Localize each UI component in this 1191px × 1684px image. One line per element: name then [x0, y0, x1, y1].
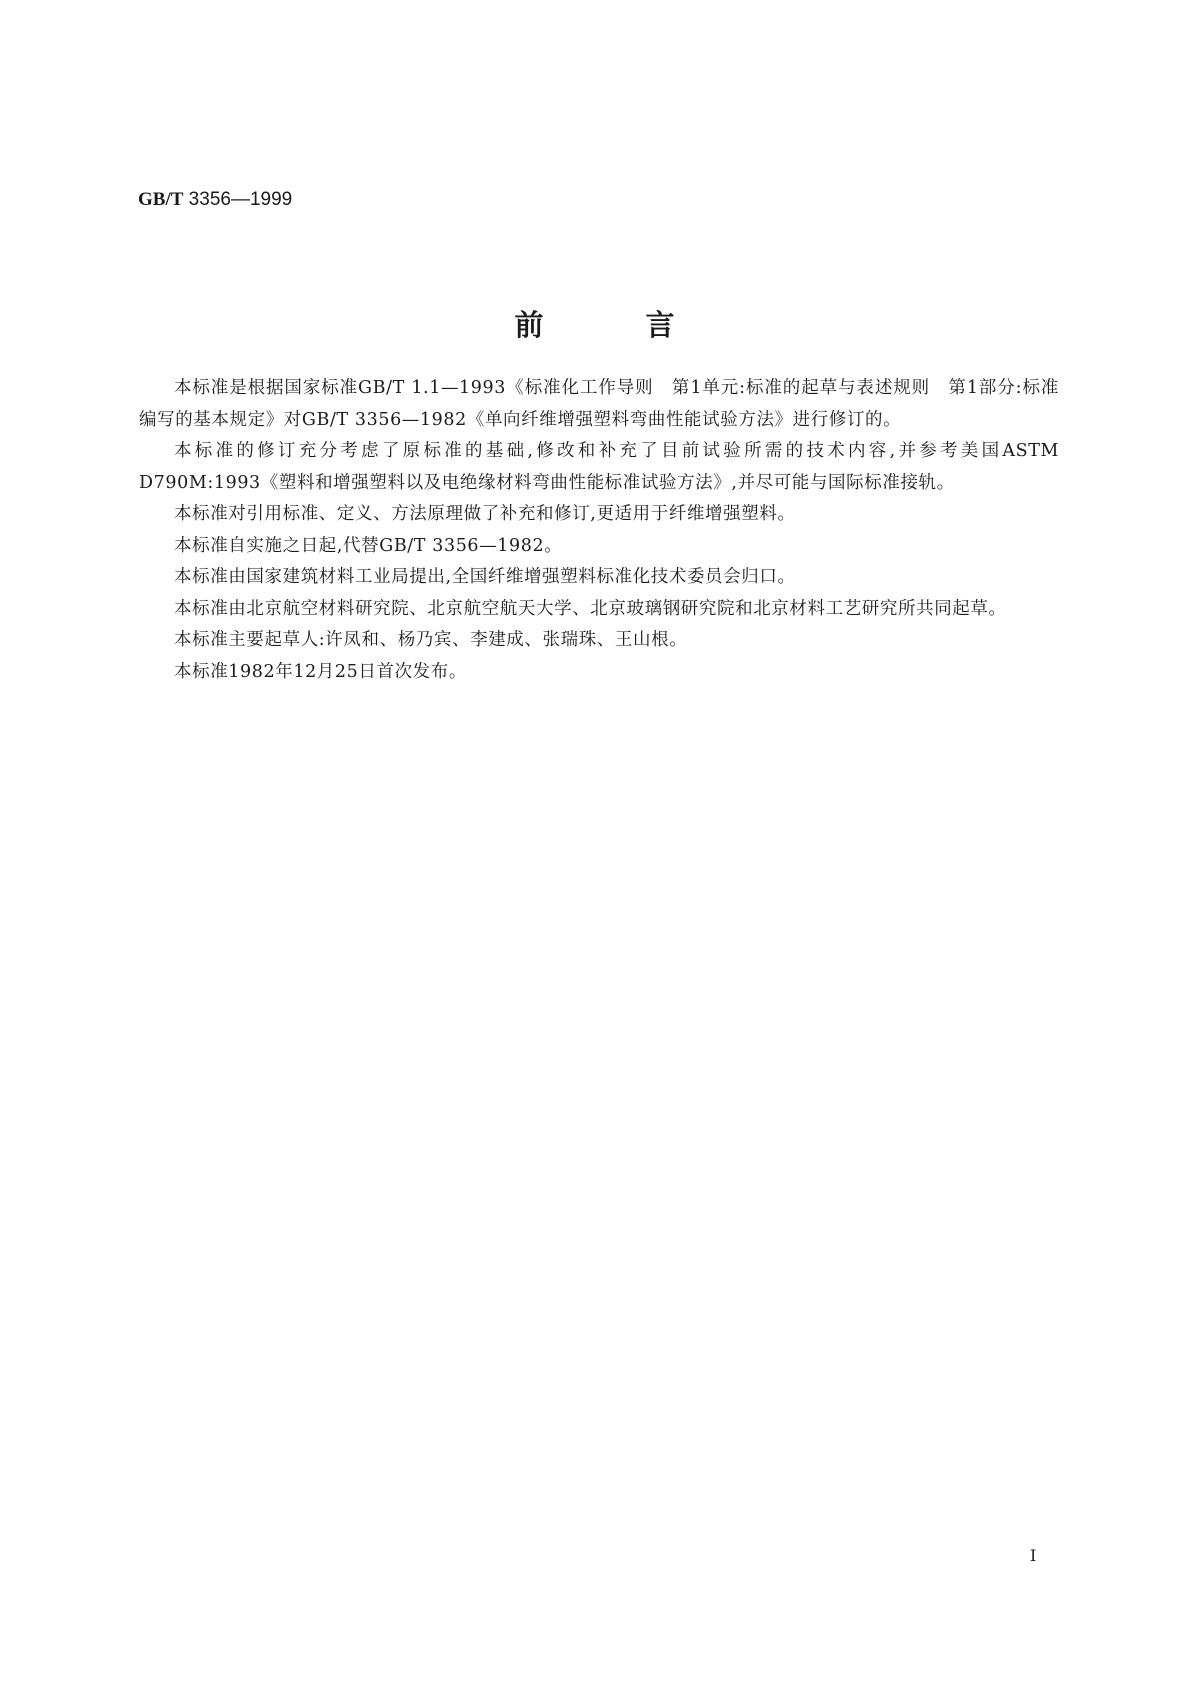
page-title	[0, 307, 1191, 343]
paragraph-drafting-units: 本标准由北京航空材料研究院、北京航空航天大学、北京玻璃钢研究院和北京材料工艺研究所共同起草。	[174, 598, 1007, 619]
paragraph-drafters: 本标准主要起草人:许凤和、杨乃宾、李建成、张瑞珠、王山根。	[174, 630, 688, 650]
standard-code-header	[138, 187, 292, 212]
paragraph-proposer: 本标准由国家建筑材料工业局提出,全国纤维增强塑料标准化技术委员会归口。	[174, 567, 796, 587]
paragraph-revision-basis: 本标准是根据国家标准GB/T 1.1—1993《标准化工作导则 第1单元:标准的起草与表述规则 第1部分:标准编写的基本规定》对GB/T 3356—1982《单向纤维增强塑料弯曲性能试验方法》进行修订的。	[139, 378, 1059, 430]
standard-code-prefix: GB/T	[138, 189, 184, 210]
paragraph-revision-content: 本标准的修订充分考虑了原标准的基础,修改和补充了目前试验所需的技术内容,并参考美国ASTM D790M:1993《塑料和增强塑料以及电绝缘材料弯曲性能标准试验方法》,并尽可能与国际标准接轨。	[139, 441, 1059, 493]
title-char-2: 言	[645, 308, 677, 342]
paragraph-replacement: 本标准自实施之日起,代替GB/T 3356—1982。	[174, 535, 563, 556]
standard-code-number: 3356—1999	[183, 189, 293, 210]
title-char-1: 前	[514, 308, 546, 342]
paragraph-supplements: 本标准对引用标准、定义、方法原理做了补充和修订,更适用于纤维增强塑料。	[174, 504, 796, 524]
paragraph-first-release: 本标准1982年12月25日首次发布。	[174, 661, 467, 682]
page-number: I	[1030, 1546, 1037, 1565]
foreword-body	[139, 373, 1059, 688]
